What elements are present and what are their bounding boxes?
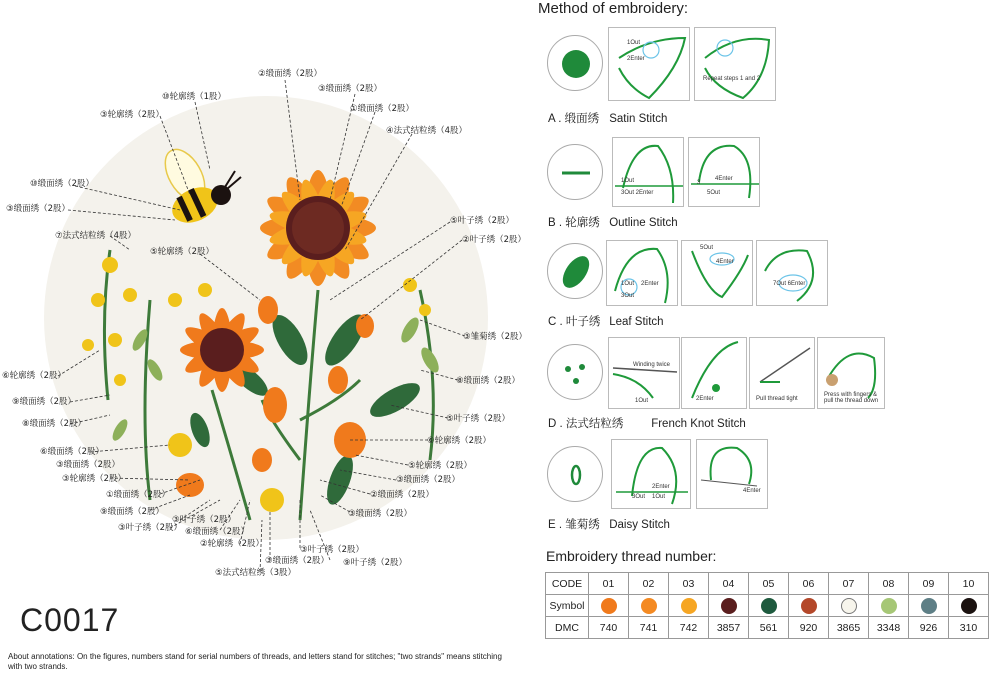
annotation: ⑩轮廓绣（1股） <box>162 92 227 102</box>
code-label: CODE <box>546 573 589 595</box>
thread-color-swatch <box>761 598 777 614</box>
dmc-row <box>546 617 989 639</box>
annotation: ⑦法式结粒绣（4股） <box>55 231 137 241</box>
thread-color-swatch <box>681 598 697 614</box>
annotation: ①缎面绣（2股） <box>350 104 415 114</box>
annotation: ⑤轮廓绣（2股） <box>150 247 215 257</box>
annotation: ③缎面绣（2股） <box>396 475 461 485</box>
code-cell: 01 <box>589 573 629 595</box>
dmc-cell: 920 <box>789 617 829 639</box>
outline-stitch-label: B . 轮廓绣 Outline Stitch <box>548 217 678 229</box>
code-cell: 05 <box>749 573 789 595</box>
annotation: ③缎面绣（2股） <box>265 556 330 566</box>
dmc-cell: 3865 <box>829 617 869 639</box>
hoop-artwork <box>0 0 540 600</box>
daisy-stitch-label: E . 雏菊绣 Daisy Stitch <box>548 519 670 531</box>
dmc-cell: 3857 <box>709 617 749 639</box>
leaf-stitch-label: C . 叶子绣 Leaf Stitch <box>548 316 664 328</box>
code-row <box>546 573 989 595</box>
thread-color-swatch <box>721 598 737 614</box>
symbol-label: Symbol <box>546 595 589 617</box>
french-knot-sample <box>547 344 603 400</box>
thread-table <box>545 572 989 639</box>
annotation: ③缎面绣（2股） <box>56 460 121 470</box>
french-knot-step-2-diagram: 2Enter <box>681 337 747 409</box>
dmc-cell: 741 <box>629 617 669 639</box>
thread-color-swatch <box>641 598 657 614</box>
thread-color-swatch <box>601 598 617 614</box>
annotation: ⑤叶子绣（2股） <box>450 216 515 226</box>
annotation: ③叶子绣（2股） <box>172 515 237 525</box>
outline-step-1-diagram: 1Out 3Out 2Enter <box>612 137 684 207</box>
thread-color-swatch <box>801 598 817 614</box>
annotation: ⑤轮廓绣（2股） <box>408 461 473 471</box>
outline-stitch-sample <box>547 144 603 200</box>
dmc-label: DMC <box>546 617 589 639</box>
code-cell: 03 <box>669 573 709 595</box>
satin-step-2-diagram: Repeat steps 1 and 2 <box>694 27 776 101</box>
code-cell: 08 <box>869 573 909 595</box>
french-knot-step-3-diagram: Pull thread tight <box>749 337 815 409</box>
annotation: ④法式结粒绣（4股） <box>386 126 468 136</box>
satin-stitch-label: A . 缎面绣 Satin Stitch <box>548 113 668 125</box>
outline-step-2-diagram: 4Enter 3 5Out <box>688 137 760 207</box>
annotation: ⑨叶子绣（2股） <box>343 558 408 568</box>
annotation: ③缎面绣（2股） <box>318 84 383 94</box>
annotation: ⑥缎面绣（2股） <box>40 447 105 457</box>
annotation: ②轮廓绣（2股） <box>200 539 265 549</box>
thread-color-swatch <box>881 598 897 614</box>
leaf-stitch-sample <box>547 243 603 299</box>
code-cell: 09 <box>909 573 949 595</box>
code-cell: 06 <box>789 573 829 595</box>
code-cell: 02 <box>629 573 669 595</box>
annotation: ②缎面绣（2股） <box>370 490 435 500</box>
code-cell: 07 <box>829 573 869 595</box>
code-cell: 10 <box>949 573 989 595</box>
annotation: ⑩缎面绣（2股） <box>30 179 95 189</box>
thread-color-swatch <box>921 598 937 614</box>
method-title: Method of embroidery: <box>538 0 689 17</box>
annotation: ⑥轮廓绣（2股） <box>2 371 67 381</box>
annotation: ③雏菊绣（2股） <box>463 332 528 342</box>
dmc-cell: 561 <box>749 617 789 639</box>
annotation: ⑨缎面绣（2股） <box>100 507 165 517</box>
dmc-cell: 740 <box>589 617 629 639</box>
dmc-cell: 3348 <box>869 617 909 639</box>
daisy-step-1-diagram: 2Enter 3Out 1Out <box>611 439 691 509</box>
satin-stitch-sample <box>547 35 603 91</box>
daisy-stitch-sample <box>547 446 603 502</box>
annotation: ⑤法式结粒绣（3股） <box>215 568 297 578</box>
annotation: ⑨缎面绣（2股） <box>12 397 77 407</box>
thread-title: Embroidery thread number: <box>546 548 717 564</box>
annotation: ②缎面绣（2股） <box>258 69 323 79</box>
dmc-cell: 310 <box>949 617 989 639</box>
thread-color-swatch <box>961 598 977 614</box>
annotation-note: About annotations: On the figures, numbers stand for serial numbers of threads, and letters stand for stitches; "two strands" means stitching with two strands. <box>8 652 502 671</box>
dmc-cell: 926 <box>909 617 949 639</box>
leaf-step-3-diagram: 7Out 6Enter <box>756 240 828 306</box>
annotation: ⑤叶子绣（2股） <box>446 414 511 424</box>
annotation: ③轮廓绣（2股） <box>62 474 127 484</box>
french-knot-step-1-diagram: Winding twice 1Out <box>608 337 680 409</box>
annotation: ③轮廓绣（2股） <box>100 110 165 120</box>
leaf-step-2-diagram: 5Out 4Enter <box>681 240 753 306</box>
code-cell: 04 <box>709 573 749 595</box>
leaf-step-1-diagram: 1Out 2Enter 3Out <box>606 240 678 306</box>
dmc-cell: 742 <box>669 617 709 639</box>
annotation: ③缎面绣（2股） <box>348 509 413 519</box>
annotation: ⑥轮廓绣（2股） <box>427 436 492 446</box>
annotation: ⑧缎面绣（2股） <box>22 419 87 429</box>
annotation: ⑧缎面绣（2股） <box>456 376 521 386</box>
embroidery-illustration <box>0 0 540 600</box>
product-code: C0017 <box>20 602 120 638</box>
french-knot-step-4-diagram: Press with fingers & pull the thread down <box>817 337 885 409</box>
thread-color-swatch <box>841 598 857 614</box>
annotation: ③叶子绣（2股） <box>300 545 365 555</box>
symbol-row <box>546 595 989 617</box>
satin-step-1-diagram: 1Out 2Enter <box>608 27 690 101</box>
annotation: ②叶子绣（2股） <box>462 235 527 245</box>
annotation: ③叶子绣（2股） <box>118 523 183 533</box>
annotation: ⑥缎面绣（2股） <box>185 527 250 537</box>
french-knot-label: D . 法式结粒绣 French Knot Stitch <box>548 418 746 430</box>
annotation: ①缎面绣（2股） <box>106 490 171 500</box>
annotation: ③缎面绣（2股） <box>6 204 71 214</box>
daisy-step-2-diagram: 4Enter <box>696 439 768 509</box>
